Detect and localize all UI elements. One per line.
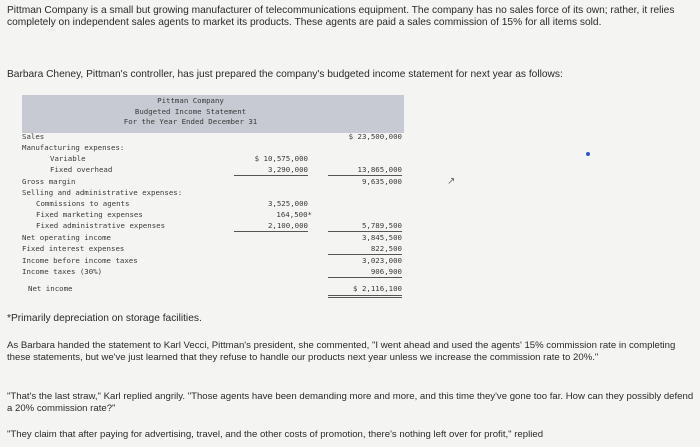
row-label: Fixed marketing expenses <box>36 210 143 219</box>
footnote: *Primarily depreciation on storage facilities. <box>7 313 202 324</box>
statement-row <box>22 243 408 254</box>
row-label: Income taxes (30%) <box>22 267 103 276</box>
row-label: Fixed interest expenses <box>22 244 125 253</box>
row-label: Gross margin <box>22 177 76 186</box>
statement-period: For the Year Ended December 31 <box>123 117 258 126</box>
row-total: $ 2,116,100 <box>353 284 402 293</box>
row-label: Fixed administrative expenses <box>36 221 166 230</box>
row-label: Net operating income <box>22 233 111 242</box>
row-amount: 3,525,000 <box>267 199 308 208</box>
row-label: Variable <box>50 154 86 163</box>
row-amount: 164,500* <box>276 210 312 219</box>
statement-row <box>22 220 408 231</box>
barbara-paragraph: Barbara Cheney, Pittman's controller, has just prepared the company's budgeted income statement for next year as follows: <box>7 69 563 80</box>
row-total: 906,900 <box>370 267 402 276</box>
row-amount: 3,290,000 <box>267 165 308 174</box>
row-label: Fixed overhead <box>50 165 113 174</box>
statement-row <box>22 255 408 266</box>
statement-row <box>22 142 408 153</box>
row-label: Income before income taxes <box>22 256 138 265</box>
row-total: 9,635,000 <box>361 177 402 186</box>
row-label: Selling and administrative expenses: <box>22 188 183 197</box>
vecci-paragraph: As Barbara handed the statement to Karl Vecci, Pittman's president, she commented, "I went ahead and used the agents' 15% commission rate in completing these statements, but we've just learned that they refuse to handle our products next year unless we increase the commission rate to 20%." <box>7 340 676 363</box>
straw-paragraph: "That's the last straw," Karl replied angrily. "Those agents have been demanding more and more, and this time they've gone too far. How can they possibly defend a 20% commission rate?" <box>7 391 694 414</box>
row-label: Sales <box>22 132 45 141</box>
row-amount: 2,100,000 <box>267 221 308 230</box>
income-statement <box>22 95 408 301</box>
dot-marker <box>586 152 590 156</box>
row-total: 5,789,500 <box>361 221 402 230</box>
row-amount: $ 10,575,000 <box>254 154 308 163</box>
statement-title: Budgeted Income Statement <box>134 106 247 116</box>
statement-row <box>22 131 408 142</box>
statement-company-name: Pittman Company <box>157 96 224 105</box>
row-total: 3,845,500 <box>361 233 402 242</box>
statement-header <box>22 95 404 133</box>
claim-paragraph: "They claim that after paying for advertising, travel, and the other costs of promotion, there's nothing left over for profit," replied <box>7 429 544 440</box>
intro-paragraph: Pittman Company is a small but growing manufacturer of telecommunications equipment. The company has no sales force of its own; rather, it relies completely on independent sales agents to market its products. These agents are paid a sales commission of 15% for all items sold. <box>7 5 675 28</box>
statement-row <box>22 198 408 209</box>
column-underline <box>328 277 402 278</box>
statement-row <box>22 209 408 220</box>
row-label: Commissions to agents <box>36 199 130 208</box>
row-total: 822,500 <box>370 244 402 253</box>
row-label: Manufacturing expenses: <box>22 143 125 152</box>
row-total: $ 23,500,000 <box>348 132 402 141</box>
statement-row <box>22 176 408 187</box>
mouse-pointer-icon: ↗ <box>447 176 456 187</box>
row-label: Net income <box>28 284 73 293</box>
statement-row <box>22 164 408 175</box>
statement-row <box>22 232 408 243</box>
column-double-underline <box>328 295 402 298</box>
statement-row <box>22 266 408 277</box>
statement-row <box>22 187 408 198</box>
statement-row <box>22 153 408 164</box>
row-total: 3,023,000 <box>361 256 402 265</box>
statement-row <box>22 283 408 294</box>
row-total: 13,865,000 <box>357 165 402 174</box>
